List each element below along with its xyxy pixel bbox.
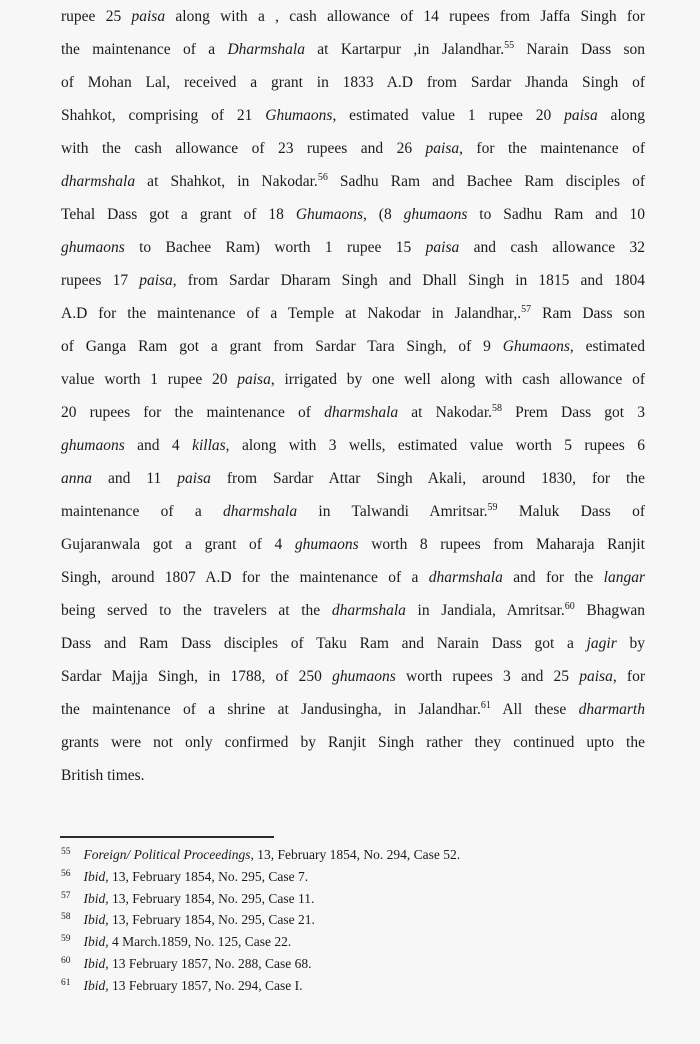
text-segment: paisa <box>237 371 271 388</box>
footnote-ref: 59 <box>487 502 498 513</box>
footnote <box>61 953 645 975</box>
text-segment: , from Sardar Dharam Singh and Dhall Singh in 1815 and 1804 <box>172 272 646 289</box>
text-segment: paisa <box>131 8 166 25</box>
footnote <box>61 844 645 866</box>
body-line <box>61 495 645 528</box>
text-segment: and cash allowance 32 <box>459 239 645 256</box>
text-segment: Sadhu Ram and Bachee Ram disciples of <box>327 173 645 190</box>
text-segment: , estimated value 1 rupee 20 <box>332 107 565 124</box>
text-segment: in Jandiala, Amritsar. <box>405 602 565 619</box>
text-segment: Tehal Dass got a grant of 18 <box>61 206 296 223</box>
text-segment: anna <box>61 470 92 487</box>
body-line <box>61 429 645 462</box>
text-segment: and for the <box>502 569 604 586</box>
text-segment: at Shahkot, in Nakodar. <box>135 173 318 190</box>
text-segment: langar <box>603 569 645 586</box>
text-segment: rupee 25 <box>61 8 132 25</box>
body-line <box>61 66 645 99</box>
text-segment: Ibid, <box>83 955 109 971</box>
text-segment: Foreign/ Political Proceedings, <box>83 847 254 862</box>
body-line <box>61 462 645 495</box>
footnote-ref: 56 <box>317 172 328 183</box>
footnote-number: 59 <box>61 934 71 945</box>
body-line <box>61 726 645 759</box>
text-segment: Gujaranwala got a grant of 4 <box>61 536 295 553</box>
text-segment: value worth 1 rupee 20 <box>61 371 238 388</box>
body-line <box>61 231 645 264</box>
text-segment: paisa <box>564 107 598 124</box>
text-segment: at Nakodar. <box>398 404 492 421</box>
text-segment: British times. <box>61 767 145 784</box>
body-line <box>61 363 645 396</box>
text-segment: Dass and Ram Dass disciples of Taku Ram and Narain Dass got a <box>61 635 587 652</box>
text-segment: Ibid, <box>83 890 109 906</box>
text-segment: worth 8 rupees from Maharaja Ranjit <box>358 536 645 553</box>
footnote-number: 60 <box>61 955 71 966</box>
text-segment: 13 February 1857, No. 294, Case I. <box>108 977 303 993</box>
text-segment: Shahkot, comprising of 21 <box>61 107 266 124</box>
text-segment: and 4 <box>124 437 193 454</box>
text-segment: Ghumaons <box>502 338 570 355</box>
text-segment: maintenance of a <box>61 503 224 520</box>
text-segment: Maluk Dass of <box>497 503 645 520</box>
text-segment: paisa <box>425 140 460 157</box>
text-segment: A.D for the maintenance of a Temple at Nakodar in Jalandhar,. <box>61 305 522 322</box>
text-segment: Prem Dass got 3 <box>502 404 645 421</box>
body-line <box>61 627 645 660</box>
text-segment: by <box>616 635 646 652</box>
text-segment: 13 February 1857, No. 288, Case 68. <box>108 955 312 971</box>
text-segment: with the cash allowance of 23 rupees and 26 <box>61 140 426 157</box>
text-segment: paisa <box>177 470 211 487</box>
body-line <box>61 297 645 330</box>
text-segment: to Bachee Ram) worth 1 rupee 15 <box>124 239 426 256</box>
text-segment: , estimated <box>569 338 645 355</box>
text-segment: , for <box>612 668 645 685</box>
body-line <box>61 693 645 726</box>
text-segment: dharmshala <box>223 503 298 520</box>
text-segment: in Talwandi Amritsar. <box>297 503 488 520</box>
footnote-number: 61 <box>61 977 71 988</box>
body-line <box>61 198 645 231</box>
text-segment: Ibid, <box>83 868 109 884</box>
text-segment: ghumaons <box>332 668 396 685</box>
body-line <box>61 264 645 297</box>
text-segment: paisa <box>425 239 460 256</box>
footnote-number: 58 <box>61 912 71 923</box>
text-segment: dharmshala <box>428 569 503 586</box>
footnote-ref: 57 <box>521 304 532 315</box>
footnote-number: 57 <box>61 890 71 901</box>
footnote <box>61 866 645 888</box>
text-segment: Ibid, <box>83 977 109 993</box>
text-segment: of Mohan Lal, received a grant in 1833 A.D from Sardar Jhanda Singh of <box>61 74 645 91</box>
text-segment: 20 rupees for the maintenance of <box>61 404 325 421</box>
text-segment: , along with 3 wells, estimated value worth 5 rupees 6 <box>225 437 645 454</box>
footnote <box>61 975 645 997</box>
footnote <box>61 888 645 910</box>
footnote-separator <box>60 836 274 838</box>
text-segment: Dharmshala <box>227 41 305 58</box>
body-line <box>61 759 645 792</box>
text-segment: Sardar Majja Singh, in 1788, of 250 <box>61 668 333 685</box>
text-segment: dharmshala <box>61 173 136 190</box>
footnote-number: 55 <box>61 847 71 857</box>
footnote-ref: 58 <box>492 403 502 414</box>
text-segment: Ghumaons <box>295 206 363 223</box>
text-segment: along with a , cash allowance of 14 rupees from Jaffa Singh for <box>165 8 645 25</box>
body-line <box>61 0 645 33</box>
body-line <box>61 330 645 363</box>
text-segment: Ghumaons <box>265 107 333 124</box>
footnote <box>61 909 645 931</box>
text-segment: ghumaons <box>403 206 468 223</box>
body-line <box>61 165 645 198</box>
footnote-number: 56 <box>61 868 71 879</box>
body-line <box>61 594 645 627</box>
text-segment: paisa <box>579 668 613 685</box>
body-line <box>61 561 645 594</box>
text-segment: 13, February 1854, No. 295, Case 21. <box>108 912 315 928</box>
text-segment: 13, February 1854, No. 295, Case 7. <box>108 868 309 884</box>
text-segment: at Kartarpur ,in Jalandhar. <box>304 41 505 58</box>
text-segment: ghumaons <box>61 437 125 454</box>
footnote-ref: 55 <box>504 40 515 51</box>
text-segment: Ram Dass son <box>531 305 645 322</box>
text-segment: from Sardar Attar Singh Akali, around 1830, for the <box>210 470 645 487</box>
text-segment: , (8 <box>362 206 404 223</box>
text-segment: the maintenance of a shrine at Jandusingha, in Jalandhar. <box>61 701 481 718</box>
text-segment: of Ganga Ram got a grant from Sardar Tara Singh, of 9 <box>61 338 503 355</box>
text-segment: Singh, around 1807 A.D for the maintenance of a <box>61 569 429 586</box>
text-segment: worth rupees 3 and 25 <box>395 668 580 685</box>
text-segment: 13, February 1854, No. 295, Case 11. <box>108 890 315 906</box>
text-segment: ghumaons <box>294 536 359 553</box>
text-segment: and 11 <box>92 470 178 487</box>
text-segment: rupees 17 <box>61 272 140 289</box>
text-segment: Ibid, <box>83 912 109 928</box>
text-segment: , for the maintenance of <box>459 140 645 157</box>
body-line <box>61 33 645 66</box>
footnote <box>61 931 645 953</box>
text-segment: the maintenance of a <box>61 41 228 58</box>
text-segment: grants were not only confirmed by Ranjit Singh rather they continued upto the <box>61 734 645 751</box>
text-segment: ghumaons <box>61 239 125 256</box>
text-segment: 4 March.1859, No. 125, Case 22. <box>108 934 292 950</box>
text-segment: being served to the travelers at the <box>61 602 332 619</box>
text-segment: along <box>597 107 645 124</box>
text-segment: Bhagwan <box>574 602 645 619</box>
footnote-ref: 61 <box>480 700 491 711</box>
body-line <box>61 132 645 165</box>
text-segment: jagir <box>586 635 617 652</box>
text-segment: dharmshala <box>331 602 406 619</box>
body-line <box>61 99 645 132</box>
body-line <box>61 660 645 693</box>
text-segment: dharmarth <box>578 701 645 718</box>
body-line <box>61 528 645 561</box>
text-segment: to Sadhu Ram and 10 <box>467 206 645 223</box>
text-segment: killas <box>192 437 226 454</box>
footnote-ref: 60 <box>564 601 575 612</box>
document-body <box>61 0 645 792</box>
text-segment: dharmshala <box>324 404 399 421</box>
text-segment: , irrigated by one well along with cash allowance of <box>270 371 645 388</box>
text-segment: All these <box>490 701 579 718</box>
text-segment: Narain Dass son <box>514 41 646 58</box>
text-segment: paisa <box>139 272 173 289</box>
body-line <box>61 396 645 429</box>
text-segment: 13, February 1854, No. 294, Case 52. <box>253 847 461 862</box>
text-segment: Ibid, <box>83 934 109 950</box>
footnotes-section <box>61 844 645 997</box>
